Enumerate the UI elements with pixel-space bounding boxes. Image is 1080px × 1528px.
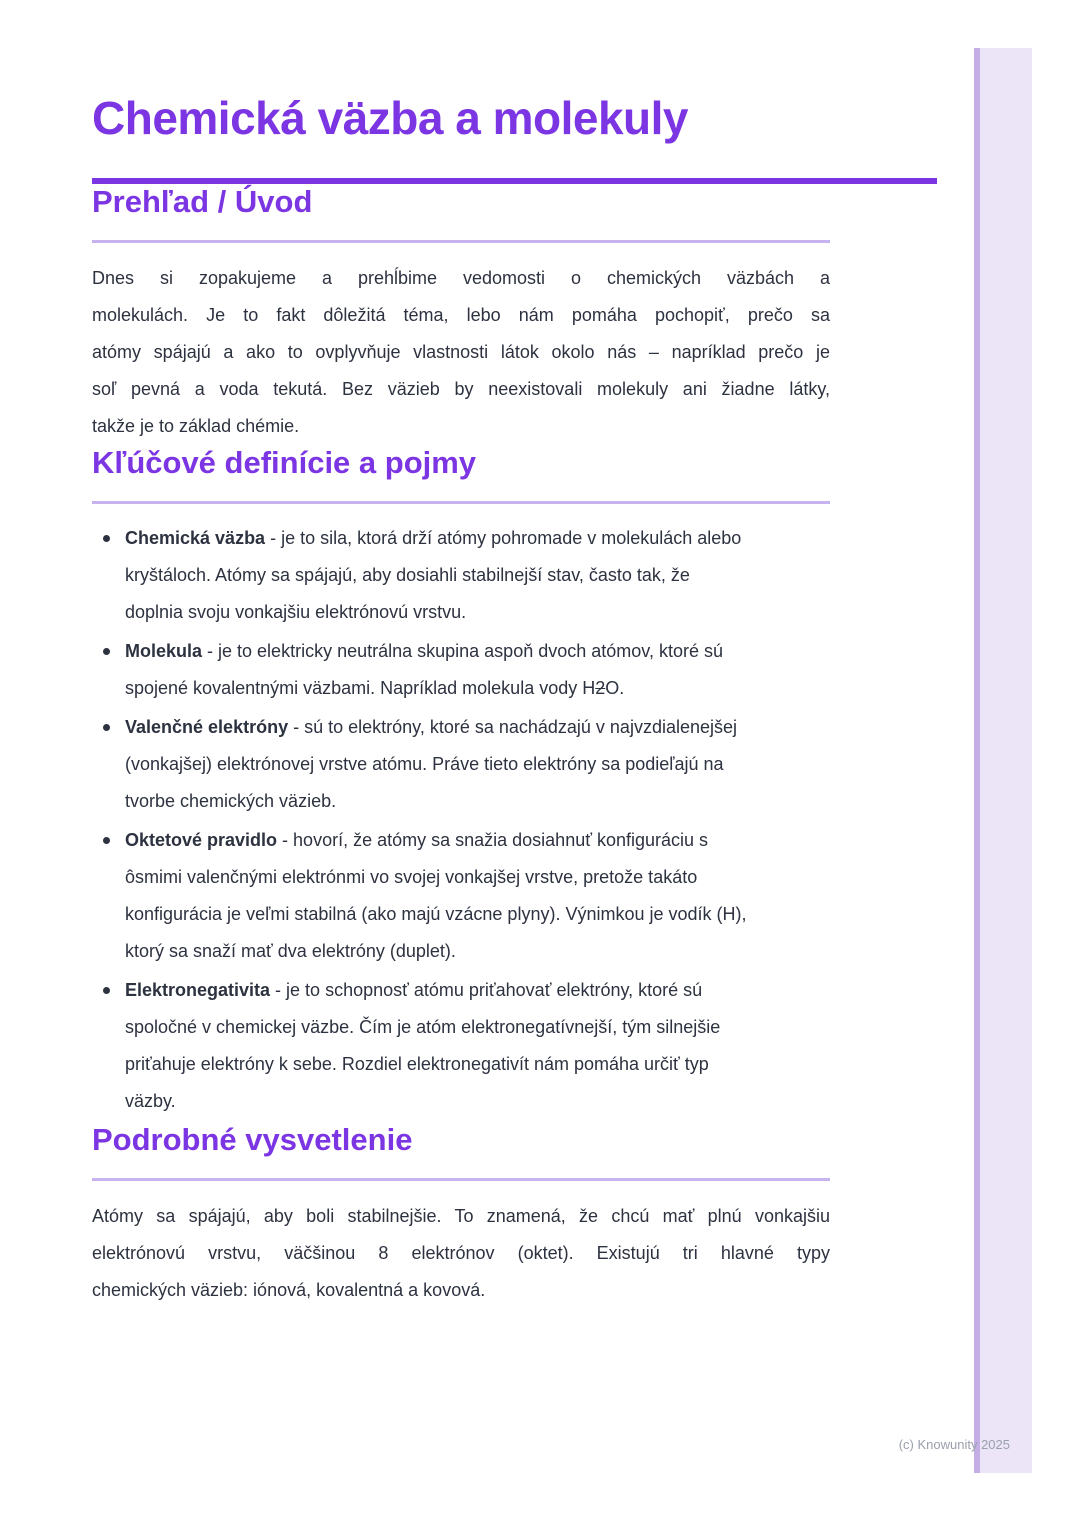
section-definitions-heading: Kľúčové definície a pojmy: [92, 444, 477, 480]
explanation-paragraph: [92, 1198, 830, 1309]
bullet-text: - je to elektricky neutrálna skupina aspoň dvoch atómov, ktoré sú: [202, 640, 723, 661]
right-margin-stripe: [974, 48, 1032, 1473]
bullet-line: [125, 972, 830, 1009]
bullet-text: - je to sila, ktorá drží atómy pohromade v molekulách alebo: [265, 527, 742, 548]
footer-copyright: (c) Knowunity 2025: [898, 1437, 1010, 1452]
bullet-line: ôsmimi valenčnými elektrónmi vo svojej vonkajšej vrstve, pretože takáto: [125, 866, 698, 887]
paragraph-line: soľ pevná a voda tekutá. Bez väzieb by neexistovali molekuly ani žiadne látky,: [92, 378, 830, 399]
bullet-text: O.: [605, 677, 625, 698]
term-label: Valenčné elektróny: [125, 716, 289, 737]
bullet-line: ktorý sa snaží mať dva elektróny (duplet).: [125, 940, 456, 961]
term-label: Chemická väzba: [125, 527, 266, 548]
section-explanation: [92, 1122, 937, 1309]
page-title: Chemická väzba a molekuly: [92, 92, 689, 144]
bullet-line: priťahuje elektróny k sebe. Rozdiel elektronegativít nám pomáha určiť typ: [125, 1053, 709, 1074]
paragraph-line: takže je to základ chémie.: [92, 415, 300, 436]
bullet-line: konfigurácia je veľmi stabilná (ako majú vzácne plyny). Výnimkou je vodík (H),: [125, 903, 747, 924]
term-label: Elektronegativita: [125, 979, 271, 1000]
bullet-line: [125, 822, 830, 859]
term-label: Oktetové pravidlo: [125, 829, 278, 850]
bullet-text: - sú to elektróny, ktoré sa nachádzajú v najvzdialenejšej: [288, 716, 738, 737]
section-definitions-divider: [92, 501, 830, 504]
bullet-line: tvorbe chemických väzieb.: [125, 790, 337, 811]
paragraph-line: atómy spájajú a ako to ovplyvňuje vlastnosti látok okolo nás – napríklad prečo je: [92, 341, 830, 362]
bullet-dot: [103, 837, 110, 844]
section-overview-heading: Prehľad / Úvod: [92, 183, 313, 219]
list-item-molekula: [92, 633, 830, 707]
bullet-line: (vonkajšej) elektrónovej vrstve atómu. Práve tieto elektróny sa podieľajú na: [125, 753, 724, 774]
bullet-dot: [103, 987, 110, 994]
term-label: Molekula: [125, 640, 203, 661]
list-item-valencne-elektrony: [92, 709, 830, 820]
bullet-text: - je to schopnosť atómu priťahovať elektróny, ktoré sú: [270, 979, 703, 1000]
strikethrough-subscript: 2: [595, 677, 606, 698]
section-definitions: [92, 445, 937, 1120]
section-explanation-heading: Podrobné vysvetlenie: [92, 1121, 413, 1157]
section-overview: [92, 184, 937, 445]
bullet-line: doplnia svoju vonkajšiu elektrónovú vrstvu.: [125, 601, 467, 622]
bullet-line: [125, 709, 830, 746]
list-item-oktetove-pravidlo: [92, 822, 830, 970]
section-explanation-divider: [92, 1178, 830, 1181]
list-item-elektronegativita: [92, 972, 830, 1120]
paragraph-line: molekulách. Je to fakt dôležitá téma, lebo nám pomáha pochopiť, prečo sa: [92, 304, 830, 325]
section-overview-divider: [92, 240, 830, 243]
bullet-line: [125, 633, 830, 670]
bullet-line: [125, 520, 830, 557]
bullet-line: spoločné v chemickej väzbe. Čím je atóm elektronegatívnejší, tým silnejšie: [125, 1016, 721, 1037]
bullet-line: väzby.: [125, 1090, 176, 1111]
paragraph-line: elektrónovú vrstvu, väčšinou 8 elektrónov (oktet). Existujú tri hlavné typy: [92, 1242, 830, 1263]
list-item-chemicka-vazba: [92, 520, 830, 631]
page-content: [92, 0, 937, 1309]
paragraph-line: Dnes si zopakujeme a prehĺbime vedomosti o chemických väzbách a: [92, 267, 830, 288]
bullet-line: kryštáloch. Atómy sa spájajú, aby dosiahli stabilnejší stav, často tak, že: [125, 564, 690, 585]
bullet-dot: [103, 724, 110, 731]
paragraph-line: chemických väzieb: iónová, kovalentná a kovová.: [92, 1279, 486, 1300]
bullet-line: [125, 670, 830, 707]
bullet-dot: [103, 648, 110, 655]
definitions-list: [92, 520, 830, 1120]
bullet-text: - hovorí, že atómy sa snažia dosiahnuť konfiguráciu s: [277, 829, 709, 850]
overview-paragraph: [92, 260, 830, 445]
paragraph-line: Atómy sa spájajú, aby boli stabilnejšie. To znamená, že chcú mať plnú vonkajšiu: [92, 1205, 830, 1226]
bullet-text: spojené kovalentnými väzbami. Napríklad molekula vody H: [125, 677, 596, 698]
bullet-dot: [103, 535, 110, 542]
